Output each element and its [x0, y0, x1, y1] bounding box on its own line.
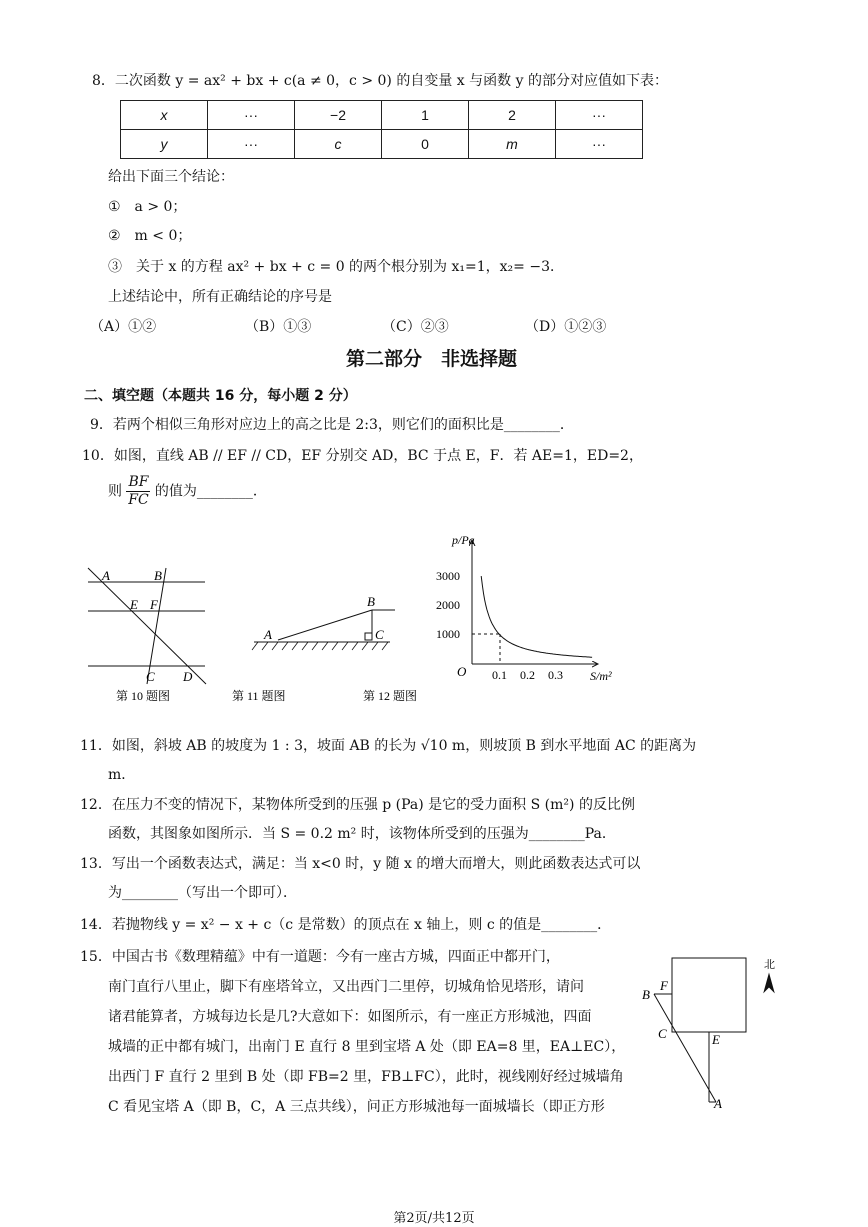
table-cell: 0	[382, 130, 469, 159]
q11-line2: m．	[108, 767, 136, 783]
q10-suffix: 的值为________．	[154, 483, 267, 500]
q15-line1: 15．中国古书《数理精蕴》中有一道题：今有一座古方城，四面正中都开门，	[80, 949, 560, 965]
fig12-xlabel: S/m²	[590, 669, 612, 683]
fraction-bf-fc	[126, 474, 150, 509]
fig12-ytick-1000: 1000	[436, 627, 460, 641]
option-b: （B）①③	[245, 319, 312, 335]
q8-stem: 8．二次函数 y = ax² + bx + c(a ≠ 0，c > 0) 的自变量 x 与函数 y 的部分对应值如下表：	[92, 73, 668, 89]
option-a: （A）①②	[90, 319, 157, 335]
reciprocal-curve	[481, 576, 592, 657]
table-cell: ···	[208, 101, 295, 130]
fig10-label-e: E	[130, 597, 138, 612]
fig11-label-a: A	[264, 627, 272, 642]
fig15-label-e: E	[712, 1032, 720, 1047]
part2-title: 第二部分 非选择题	[346, 348, 518, 370]
q8-ask: 上述结论中，所有正确结论的序号是	[108, 289, 332, 305]
table-cell: m	[469, 130, 556, 159]
q10-prefix: 则	[108, 483, 122, 500]
q15-line6: C 看见宝塔 A（即 B，C，A 三点共线），问正方形城池每一面城墙长（即正方形	[108, 1099, 605, 1115]
fig12-caption: 第 12 题图	[363, 689, 418, 703]
option-d: （D）①②③	[525, 319, 607, 335]
figure-11	[232, 590, 418, 705]
q15-line5: 出西门 F 直行 2 里到 B 处（即 FB=2 里，FB⊥FC），此时，视线刚好经过城墙角	[108, 1069, 624, 1085]
q15-line2: 南门直行八里止，脚下有座塔耸立，又出西门二里停，切城角恰见塔形，请问	[108, 979, 584, 995]
fraction-numerator: BF	[128, 474, 149, 490]
fig10-caption: 第 10 题图	[116, 689, 171, 703]
fig15-label-f: F	[660, 978, 668, 993]
q9-text: 9．若两个相似三角形对应边上的高之比是 2:3，则它们的面积比是________．	[90, 417, 574, 433]
north-arrow-icon	[764, 974, 774, 992]
section-heading: 二、填空题（本题共 16 分，每小题 2 分）	[84, 388, 357, 404]
fig15-label-a: A	[714, 1096, 722, 1111]
table-cell: ···	[556, 101, 643, 130]
table-cell: 2	[469, 101, 556, 130]
table-cell: ···	[208, 130, 295, 159]
q12-line2: 函数，其图象如图所示．当 S = 0.2 m² 时，该物体所受到的压强为________Pa．	[108, 826, 616, 842]
table-cell: x	[121, 101, 208, 130]
table-cell: ···	[556, 130, 643, 159]
q10-line2	[108, 474, 267, 509]
fig10-label-b: B	[154, 568, 162, 583]
figure-10	[80, 560, 220, 705]
option-c: （C）②③	[382, 319, 449, 335]
q8-conclusion-3: ③ 关于 x 的方程 ax² + bx + c = 0 的两个根分别为 x₁=1，x₂= −3．	[108, 259, 564, 275]
q8-intro: 给出下面三个结论：	[108, 169, 234, 185]
fig15-label-c: C	[658, 1026, 667, 1041]
fig12-origin: O	[457, 664, 467, 679]
fig12-ylabel: p/Pa	[452, 533, 475, 547]
table-row	[121, 130, 643, 159]
table-row	[121, 101, 643, 130]
q12-line1: 12．在压力不变的情况下，某物体所受到的压强 p (Pa) 是它的受力面积 S (m²) 的反比例	[80, 797, 635, 813]
q10-line1: 10．如图，直线 AB // EF // CD，EF 分别交 AD，BC 于点 E，F．若 AE=1，ED=2，	[82, 448, 643, 464]
q13-line2: 为________（写出一个即可）．	[108, 885, 297, 901]
table-cell: y	[121, 130, 208, 159]
fig11-label-c: C	[375, 627, 384, 642]
table-cell: 1	[382, 101, 469, 130]
fig10-label-f: F	[150, 597, 158, 612]
north-label: 北	[764, 959, 775, 971]
fig12-xtick-0-3: 0.3	[548, 668, 563, 682]
fraction-denominator: FC	[128, 492, 149, 508]
value-table	[120, 100, 643, 159]
figure-15	[636, 950, 786, 1112]
fig10-label-c: C	[146, 669, 155, 684]
fig10-label-d: D	[183, 669, 193, 684]
table-cell: −2	[295, 101, 382, 130]
fig12-ytick-3000: 3000	[436, 569, 460, 583]
q15-line3: 诸君能算者，方城每边长是几?大意如下：如图所示，有一座正方形城池，四面	[108, 1009, 592, 1025]
fig12-xtick-0-1: 0.1	[492, 668, 507, 682]
page-footer: 第2页/共12页	[393, 1211, 475, 1226]
fig12-xtick-0-2: 0.2	[520, 668, 535, 682]
q8-conclusion-1: ① a > 0；	[108, 199, 187, 215]
fig10-label-a: A	[102, 568, 110, 583]
q11-line1: 11．如图，斜坡 AB 的坡度为 1 : 3，坡面 AB 的长为 √10 m，则坡顶 B 到水平地面 AC 的距离为	[80, 738, 697, 754]
fig12-ytick-2000: 2000	[436, 598, 460, 612]
figure-12	[430, 530, 630, 685]
table-cell: c	[295, 130, 382, 159]
fig11-caption: 第 11 题图	[232, 689, 286, 703]
q13-line1: 13．写出一个函数表达式，满足：当 x<0 时，y 随 x 的增大而增大，则此函数表达式可以	[80, 856, 641, 872]
fig11-label-b: B	[367, 594, 375, 609]
fig15-label-b: B	[642, 987, 650, 1002]
q14-text: 14．若抛物线 y = x² − x + c（c 是常数）的顶点在 x 轴上，则 c 的值是________．	[80, 917, 612, 933]
q8-conclusion-2: ② m < 0；	[108, 228, 192, 244]
q15-line4: 城墙的正中都有城门，出南门 E 直行 8 里到宝塔 A 处（即 EA=8 里，EA⊥EC），	[108, 1039, 626, 1055]
